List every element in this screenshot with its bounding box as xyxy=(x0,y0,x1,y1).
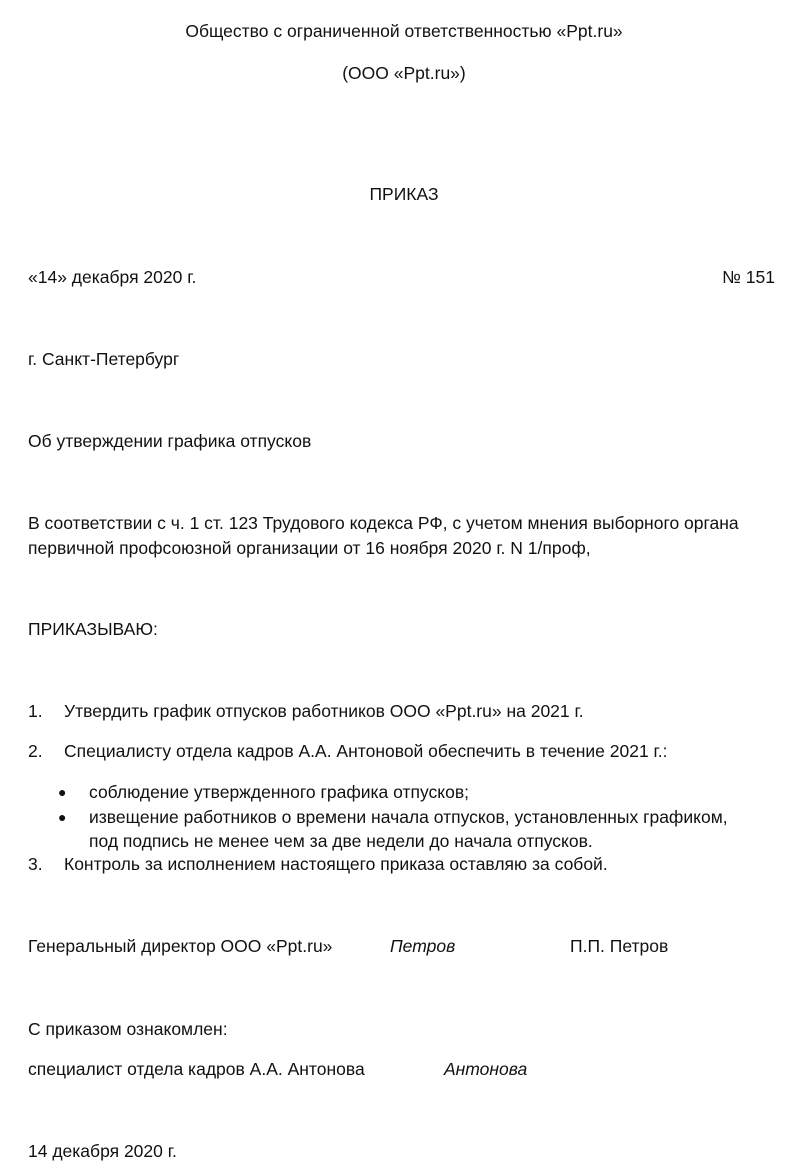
preamble-line-2: первичной профсоюзной организации от 16 ноября 2020 г. N 1/проф, xyxy=(28,538,591,558)
list-item-number: 2. xyxy=(28,741,43,761)
acknowledgement-date: 14 декабря 2020 г. xyxy=(28,1141,177,1161)
bullet-item-text: соблюдение утвержденного графика отпусков; xyxy=(89,782,470,802)
list-item-text: Контроль за исполнением настоящего приказа оставляю за собой. xyxy=(64,854,608,874)
signatory-name: П.П. Петров xyxy=(570,936,669,956)
bullet-item-text: извещение работников о времени начала отпусков, установленных графиком, xyxy=(89,807,728,827)
acknowledgement-position: специалист отдела кадров А.А. Антонова xyxy=(28,1059,365,1079)
acknowledgement-label: С приказом ознакомлен: xyxy=(28,1019,228,1039)
preamble-line-1: В соответствии с ч. 1 ст. 123 Трудового кодекса РФ, с учетом мнения выборного органа xyxy=(28,513,739,533)
bullet-icon: ● xyxy=(58,784,67,800)
order-subject: Об утверждении графика отпусков xyxy=(28,431,312,451)
acknowledgement-signature: Антонова xyxy=(444,1059,528,1079)
order-directive-word: ПРИКАЗЫВАЮ: xyxy=(28,619,158,639)
order-number: № 151 xyxy=(722,267,775,287)
signatory-position: Генеральный директор ООО «Ppt.ru» xyxy=(28,936,333,956)
organization-full-name: Общество с ограниченной ответственностью «Ppt.ru» xyxy=(185,21,623,41)
organization-short-name: (ООО «Ppt.ru») xyxy=(342,63,466,83)
list-item-number: 1. xyxy=(28,701,43,721)
bullet-item-text-continued: под подпись не менее чем за две недели до начала отпусков. xyxy=(89,831,593,851)
list-item-text: Утвердить график отпусков работников ООО «Ppt.ru» на 2021 г. xyxy=(64,701,584,721)
signatory-signature: Петров xyxy=(390,936,456,956)
bullet-icon: ● xyxy=(58,809,67,825)
order-city: г. Санкт-Петербург xyxy=(28,349,180,369)
order-date: «14» декабря 2020 г. xyxy=(28,267,197,287)
document-type-title: ПРИКАЗ xyxy=(369,184,439,204)
list-item-number: 3. xyxy=(28,854,43,874)
list-item-text: Специалисту отдела кадров А.А. Антоновой обеспечить в течение 2021 г.: xyxy=(64,741,668,761)
